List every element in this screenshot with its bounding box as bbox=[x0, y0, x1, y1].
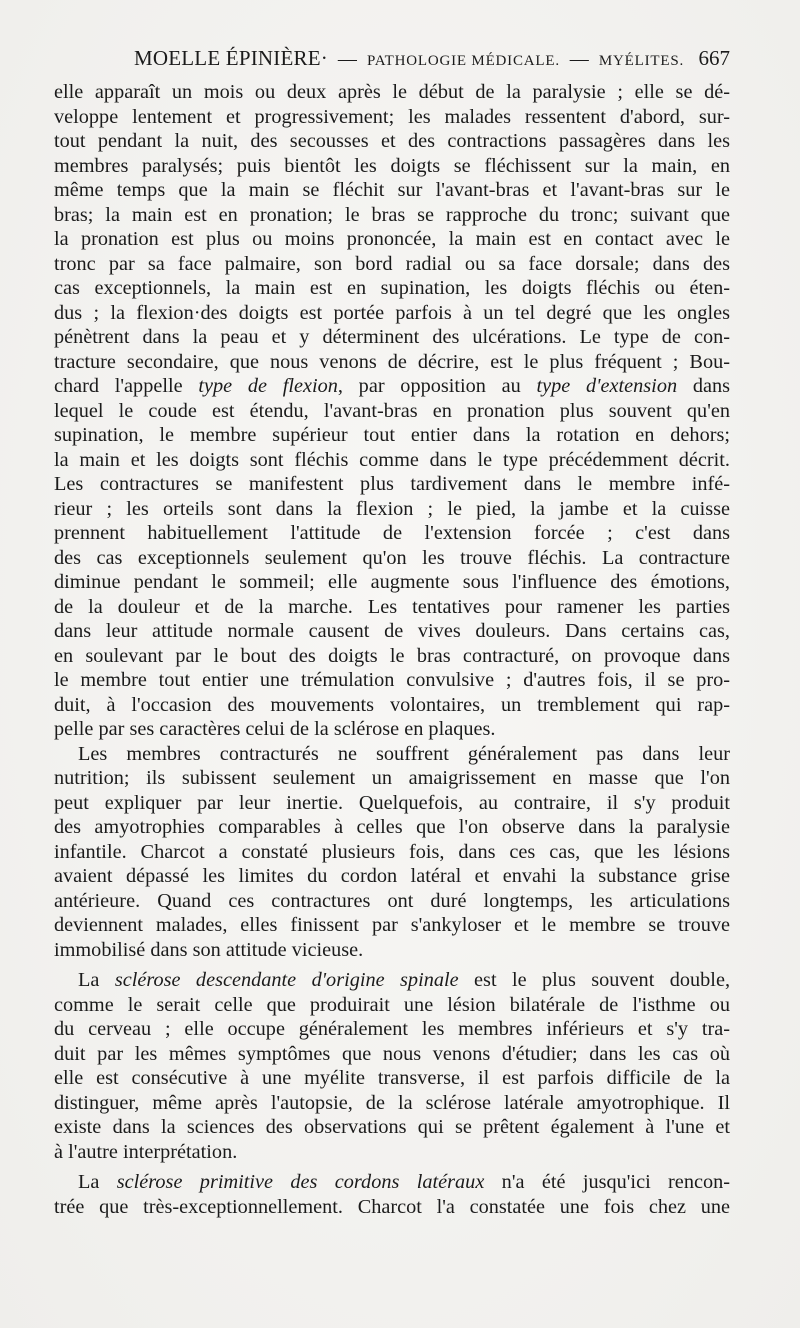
text-run: , par opposition au bbox=[337, 375, 537, 397]
text-line: veloppe lentement et progressivement; les malades ressentent d'abord, sur- bbox=[54, 105, 730, 128]
text-run: est le plus souvent double, bbox=[458, 969, 731, 991]
header-subsection: MYÉLITES. bbox=[598, 53, 685, 69]
text-line: pénètrent dans la peau et y déterminent des ulcérations. Le type de con- bbox=[54, 326, 730, 348]
text-line: supination, le membre supérieur tout entier dans la rotation en dehors; bbox=[54, 424, 730, 446]
text-line: même temps que la main se fléchit sur l'avant-bras et l'avant-bras sur le bbox=[54, 179, 730, 201]
paragraph-3 bbox=[54, 968, 730, 1164]
text-line: duit, à l'occasion des mouvements volontaires, un tremblement qui rap- bbox=[54, 693, 730, 716]
header-section: PATHOLOGIE MÉDICALE. bbox=[366, 53, 560, 69]
text-line: peut expliquer par leur inertie. Quelquefois, au contraire, il s'y produit bbox=[54, 791, 730, 814]
text-line: trée que très-exceptionnellement. Charcot l'a constatée une fois chez une bbox=[54, 1195, 730, 1218]
text-line-italic-terms bbox=[54, 374, 730, 399]
text-run: La bbox=[78, 1171, 117, 1193]
text-line: tracture secondaire, que nous venons de décrire, est le plus fréquent ; Bou- bbox=[54, 350, 730, 373]
text-line: tout pendant la nuit, des secousses et des contractions passagères dans les bbox=[54, 130, 730, 152]
text-line: de la douleur et de la marche. Les tentatives pour ramener les parties bbox=[54, 595, 730, 618]
text-run: chard l'appelle bbox=[54, 375, 199, 397]
text-line: cas exceptionnels, la main est en supination, les doigts fléchis ou éten- bbox=[54, 277, 730, 299]
text-line: le membre tout entier une trémulation convulsive ; d'autres fois, il se pro- bbox=[54, 669, 730, 691]
text-line: immobilisé dans son attitude vicieuse. bbox=[54, 938, 364, 961]
italic-term-flexion: type de flexion bbox=[198, 375, 338, 397]
text-line: Les membres contracturés ne souffrent généralement pas dans leur bbox=[78, 742, 730, 765]
text-line: antérieure. Quand ces contractures ont duré longtemps, les articulations bbox=[54, 889, 730, 912]
header-separator-2: — bbox=[569, 49, 589, 70]
text-line: duit par les mêmes symptômes que nous venons d'étudier; dans les cas où bbox=[54, 1042, 730, 1065]
text-line: des amyotrophies comparables à celles que l'on observe dans la paralysie bbox=[54, 816, 730, 838]
body-text bbox=[54, 80, 730, 1219]
text-line: prennent habituellement l'attitude de l'extension forcée ; c'est dans bbox=[54, 522, 730, 544]
paragraph-1 bbox=[54, 80, 730, 742]
text-line: tronc par sa face palmaire, son bord radial ou sa face dorsale; dans des bbox=[54, 252, 730, 275]
italic-term-sclerose-primitive: sclérose primitive des cordons latéraux bbox=[116, 1171, 485, 1193]
italic-term-extension: type d'extension bbox=[536, 375, 678, 397]
text-run: n'a été jusqu'ici rencon- bbox=[484, 1171, 730, 1193]
text-line: pelle par ses caractères celui de la sclérose en plaques. bbox=[54, 718, 496, 740]
header-separator-1: — bbox=[337, 49, 358, 70]
italic-term-sclerose-descendante: sclérose descendante d'origine spinale bbox=[114, 969, 459, 991]
text-line: des cas exceptionnels seulement qu'on les trouve fléchis. La contracture bbox=[54, 546, 730, 569]
text-line: Les contractures se manifestent plus tardivement dans le membre infé- bbox=[54, 473, 730, 495]
text-line: diminue pendant le sommeil; elle augmente sous l'influence des émotions, bbox=[54, 571, 730, 593]
text-line: existe dans la sciences des observations qui se prêtent également à l'une et bbox=[54, 1116, 730, 1138]
running-header bbox=[56, 46, 730, 76]
header-title: MOELLE ÉPINIÈRE· bbox=[134, 46, 328, 70]
text-run: La bbox=[78, 969, 115, 991]
paragraph-4 bbox=[54, 1170, 730, 1219]
text-line: à l'autre interprétation. bbox=[54, 1140, 238, 1163]
text-line: distinguer, même après l'autopsie, de la sclérose latérale amyotrophique. Il bbox=[54, 1091, 730, 1114]
text-line: nutrition; ils subissent seulement un amaigrissement en masse que l'on bbox=[54, 767, 730, 789]
text-line: membres paralysés; puis bientôt les doigts se fléchissent sur la main, en bbox=[54, 154, 730, 177]
text-line: elle apparaît un mois ou deux après le début de la paralysie ; elle se dé- bbox=[54, 81, 730, 103]
running-title bbox=[134, 46, 684, 71]
text-line: du cerveau ; elle occupe généralement les membres inférieurs et s'y tra- bbox=[54, 1018, 730, 1040]
text-line: dus ; la flexion·des doigts est portée parfois à un tel degré que les ongles bbox=[54, 301, 730, 324]
text-line-italic-term bbox=[54, 1170, 730, 1195]
text-line: bras; la main est en pronation; le bras se rapproche du tronc; suivant que bbox=[54, 203, 730, 226]
paragraph-2 bbox=[54, 742, 730, 963]
text-line: la pronation est plus ou moins prononcée, la main est en contact avec le bbox=[54, 228, 730, 250]
text-line: elle est consécutive à une myélite transverse, il est parfois difficile de la bbox=[54, 1067, 730, 1089]
text-line: deviennent malades, elles finissent par s'ankyloser et le membre se trouve bbox=[54, 914, 730, 936]
text-line: la main et les doigts sont fléchis comme dans le type précédemment décrit. bbox=[54, 448, 730, 471]
text-line: en soulevant par le bout des doigts le bras contracturé, on provoque dans bbox=[54, 644, 730, 667]
text-line: infantile. Charcot a constaté plusieurs fois, dans ces cas, que les lésions bbox=[54, 840, 730, 863]
text-line: comme le serait celle que produirait une lésion bilatérale de l'isthme ou bbox=[54, 993, 730, 1016]
text-line: avaient dépassé les limites du cordon latéral et envahi la substance grise bbox=[54, 865, 730, 887]
text-line: rieur ; les orteils sont dans la flexion ; le pied, la jambe et la cuisse bbox=[54, 497, 730, 520]
text-line: lequel le coude est étendu, l'avant-bras en pronation plus souvent qu'en bbox=[54, 399, 730, 422]
text-line: dans leur attitude normale causent de vives douleurs. Dans certains cas, bbox=[54, 620, 730, 642]
text-run: dans bbox=[677, 375, 731, 397]
page-number: 667 bbox=[698, 46, 730, 70]
text-line-italic-term bbox=[54, 968, 730, 993]
